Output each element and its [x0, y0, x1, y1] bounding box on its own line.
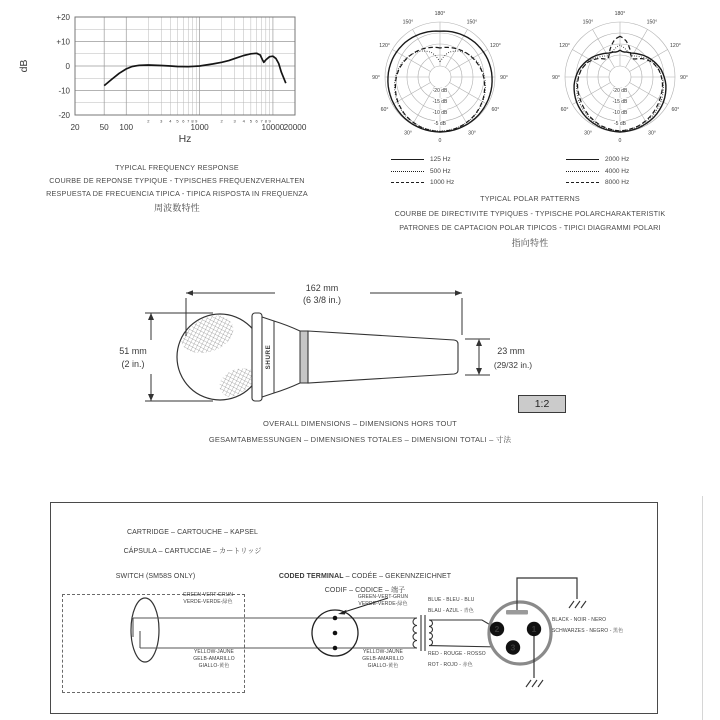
legend-item — [391, 177, 454, 189]
arrowhead-down — [148, 394, 154, 401]
polar-pattern-high-chart — [548, 4, 693, 150]
xlr-pin-3-number: 3 — [510, 642, 516, 653]
ground-symbol — [526, 680, 543, 687]
polar-caption-en: TYPICAL POLAR PATTERNS — [480, 194, 580, 203]
green-wire-label-left — [156, 592, 260, 606]
dashed-line-swatch — [566, 182, 599, 183]
svg-text:100: 100 — [119, 123, 134, 132]
svg-text:4: 4 — [169, 118, 172, 124]
dimensions-caption-en-fr: OVERALL DIMENSIONS – DIMENSIONS HORS TOUT — [263, 419, 457, 428]
svg-text:7: 7 — [187, 118, 190, 124]
svg-text:-20 dB: -20 dB — [432, 87, 448, 94]
svg-text:-10: -10 — [58, 86, 70, 96]
terminal-dot — [333, 616, 338, 621]
svg-text:2: 2 — [220, 118, 223, 124]
svg-text:150°: 150° — [582, 19, 594, 26]
blue-line2: BLAU - AZUL - 青色 — [428, 608, 474, 614]
polar-caption-es-it: PATRONES DE CAPTACION POLAR TIPICOS - TIPICI DIAGRAMMI POLARI — [399, 223, 661, 232]
svg-text:-15 dB: -15 dB — [432, 98, 448, 105]
svg-text:9: 9 — [195, 118, 198, 124]
end-label: 23 mm — [497, 346, 525, 356]
svg-text:60°: 60° — [491, 106, 500, 113]
mic-neck — [274, 321, 300, 393]
green-wire-label-right — [338, 594, 428, 608]
svg-text:9: 9 — [268, 118, 271, 124]
svg-text:60°: 60° — [671, 106, 680, 113]
length-label: 162 mm — [305, 283, 339, 293]
svg-text:90°: 90° — [372, 74, 380, 81]
solid-line-swatch — [391, 159, 424, 160]
scan-artifact-line — [702, 496, 703, 720]
svg-text:120°: 120° — [490, 42, 501, 49]
mic-grille-flange — [252, 313, 262, 401]
svg-text:10000: 10000 — [261, 123, 285, 132]
svg-text:20000: 20000 — [283, 123, 307, 132]
switch-label: SWITCH (SM58S ONLY) — [115, 573, 196, 580]
arrowhead-up — [476, 339, 482, 346]
svg-text:0: 0 — [438, 138, 442, 144]
svg-text:-5 dB: -5 dB — [614, 120, 626, 127]
scale-ratio-box: 1:2 — [518, 395, 566, 413]
switch-contact-oval — [131, 598, 159, 662]
svg-text:dB: dB — [18, 59, 30, 73]
diameter-label-inches: (2 in.) — [121, 359, 145, 369]
svg-text:+10: +10 — [56, 37, 70, 47]
svg-text:5: 5 — [249, 118, 252, 124]
polar-caption-ja: 指向特性 — [511, 238, 549, 248]
ground-symbol — [569, 601, 586, 608]
blue-line1: BLUE - BLEU - BLU — [428, 597, 475, 603]
svg-text:1000: 1000 — [190, 123, 209, 132]
svg-text:90°: 90° — [500, 74, 508, 81]
mic-body — [308, 331, 458, 383]
legend-item — [391, 154, 454, 166]
freq-caption-ja: 周波数特性 — [153, 203, 200, 213]
yellow-wire-label-right — [338, 649, 428, 670]
length-label-inches: (6 3/8 in.) — [302, 295, 342, 305]
xlr-pin-1-number: 1 — [531, 624, 537, 634]
svg-text:120°: 120° — [379, 42, 390, 49]
microphone-dimensions-drawing — [95, 278, 575, 420]
black-wire-label — [552, 615, 664, 637]
svg-text:5: 5 — [176, 118, 179, 124]
green-line2: VERDE-VERDE-緑色 — [183, 599, 233, 605]
svg-text:90°: 90° — [552, 74, 560, 81]
svg-text:-5 dB: -5 dB — [434, 120, 446, 127]
end-label-inches: (29/32 in.) — [493, 360, 533, 370]
polar-legend-high — [566, 154, 629, 189]
terminal-dot — [333, 646, 338, 651]
green-line1: GREEN-VERT-GRUN — [357, 594, 409, 600]
svg-text:-20 dB: -20 dB — [612, 87, 628, 94]
svg-text:6: 6 — [182, 118, 185, 124]
svg-text:30°: 30° — [648, 130, 656, 137]
cartridge-label-line1: CARTRIDGE – CARTOUCHE – KAPSEL — [127, 529, 258, 536]
svg-text:20: 20 — [70, 123, 80, 132]
red-line2: ROT - ROJO - 赤色 — [428, 662, 473, 668]
svg-text:120°: 120° — [559, 42, 570, 49]
arrowhead-down — [476, 368, 482, 375]
svg-text:30°: 30° — [404, 130, 412, 137]
svg-text:30°: 30° — [584, 130, 592, 137]
arrowhead-right — [455, 290, 462, 295]
legend-item — [391, 166, 454, 178]
frequency-response-curve — [104, 53, 286, 85]
yellow-line2: GELB-AMARILLO — [362, 656, 404, 662]
coded-terminal-line2: CODIF – CODICE – 端子 — [324, 587, 406, 594]
red-wire-label — [428, 649, 518, 671]
arrowhead-left — [186, 290, 193, 295]
mic-brand-logo: SHURE — [265, 344, 272, 370]
svg-text:-10 dB: -10 dB — [432, 109, 448, 116]
svg-text:8: 8 — [191, 118, 194, 124]
xlr-pin-2-number: 2 — [494, 624, 500, 634]
legend-item — [566, 166, 629, 178]
svg-text:180°: 180° — [614, 10, 626, 17]
svg-text:90°: 90° — [680, 74, 688, 81]
freq-caption-en: TYPICAL FREQUENCY RESPONSE — [115, 163, 239, 172]
legend-label: 2000 Hz — [605, 156, 630, 164]
coded-terminal-bold: CODED TERMINAL — [278, 573, 344, 580]
yellow-line3: GIALLO-黄色 — [367, 663, 399, 669]
svg-text:7: 7 — [260, 118, 263, 124]
coded-terminal-rest: – CODÉE – GEKENNZEICHNET — [343, 573, 452, 580]
svg-text:60°: 60° — [560, 106, 569, 113]
yellow-line1: YELLOW-JAUNE — [193, 649, 234, 655]
legend-label: 125 Hz — [430, 156, 451, 164]
svg-text:-15 dB: -15 dB — [612, 98, 628, 105]
freq-caption-es-it: RESPUESTA DE FRECUENCIA TIPICA - TIPICA RISPOSTA IN FREQUENZA — [46, 189, 308, 198]
cartridge-label-line2: CÁPSULA – CARTUCCIAE – カートリッジ — [123, 548, 262, 555]
svg-text:30°: 30° — [468, 130, 476, 137]
svg-text:+20: +20 — [56, 12, 70, 22]
svg-text:3: 3 — [233, 118, 236, 124]
red-line1: RED - ROUGE - ROSSO — [428, 651, 486, 657]
svg-text:50: 50 — [99, 123, 109, 132]
freq-caption-fr-de: COURBE DE REPONSE TYPIQUE - TYPISCHES FREQUENZVERHALTEN — [49, 176, 305, 185]
svg-text:2: 2 — [147, 118, 150, 124]
svg-text:6: 6 — [255, 118, 258, 124]
frequency-response-chart — [10, 5, 340, 147]
dashed-line-swatch — [391, 182, 424, 183]
cartridge-label — [60, 523, 325, 561]
svg-text:120°: 120° — [670, 42, 681, 49]
yellow-line1: YELLOW-JAUNE — [362, 649, 403, 655]
legend-item — [566, 177, 629, 189]
black-line1: BLACK - NOIR - NERO — [552, 617, 607, 623]
svg-text:0: 0 — [65, 61, 70, 71]
blue-wire-label — [428, 595, 513, 617]
arrowhead-up — [148, 313, 154, 320]
yellow-line3: GIALLO-黄色 — [198, 663, 230, 669]
legend-item — [566, 154, 629, 166]
svg-text:180°: 180° — [434, 10, 446, 17]
polar-caption-fr-de: COURBE DE DIRECTIVITE TYPIQUES - TYPISCHE POLARCHARAKTERISTIK — [394, 209, 666, 218]
diameter-label: 51 mm — [119, 346, 147, 356]
solid-line-swatch — [566, 159, 599, 160]
legend-label: 4000 Hz — [605, 167, 630, 175]
cartridge-wires — [133, 618, 417, 648]
legend-label: 500 Hz — [430, 167, 451, 175]
svg-text:150°: 150° — [466, 19, 478, 26]
polar-pattern-low-chart — [368, 4, 513, 150]
svg-text:4: 4 — [242, 118, 245, 124]
yellow-line2: GELB-AMARILLO — [193, 656, 235, 662]
coded-terminal-line1 — [245, 570, 485, 584]
polar-legend-low — [391, 154, 454, 189]
yellow-wire-label-left — [168, 649, 260, 670]
svg-text:150°: 150° — [402, 19, 414, 26]
svg-text:150°: 150° — [646, 19, 658, 26]
dimensions-caption-multi: GESAMTABMESSUNGEN – DIMENSIONES TOTALES – DIMENSIONI TOTALI – 寸法 — [208, 435, 512, 444]
svg-text:60°: 60° — [380, 106, 389, 113]
dotted-line-swatch — [391, 171, 424, 172]
svg-text:Hz: Hz — [178, 133, 192, 145]
green-line1: GREEN-VERT-GRUN — [182, 592, 234, 598]
mic-ring — [300, 331, 308, 383]
legend-label: 8000 Hz — [605, 179, 630, 187]
dotted-line-swatch — [566, 171, 599, 172]
svg-text:-10 dB: -10 dB — [612, 109, 628, 116]
svg-text:3: 3 — [160, 118, 163, 124]
svg-text:8: 8 — [264, 118, 267, 124]
green-line2: VERDE-VERDE-緑色 — [358, 601, 408, 607]
terminal-dot — [333, 631, 338, 636]
black-line2: SCHWARZES - NEGRO - 黒色 — [552, 628, 624, 634]
freq-axis-labels — [18, 13, 307, 145]
svg-text:0: 0 — [618, 138, 622, 144]
legend-label: 1000 Hz — [430, 179, 455, 187]
svg-text:-20: -20 — [58, 110, 70, 120]
